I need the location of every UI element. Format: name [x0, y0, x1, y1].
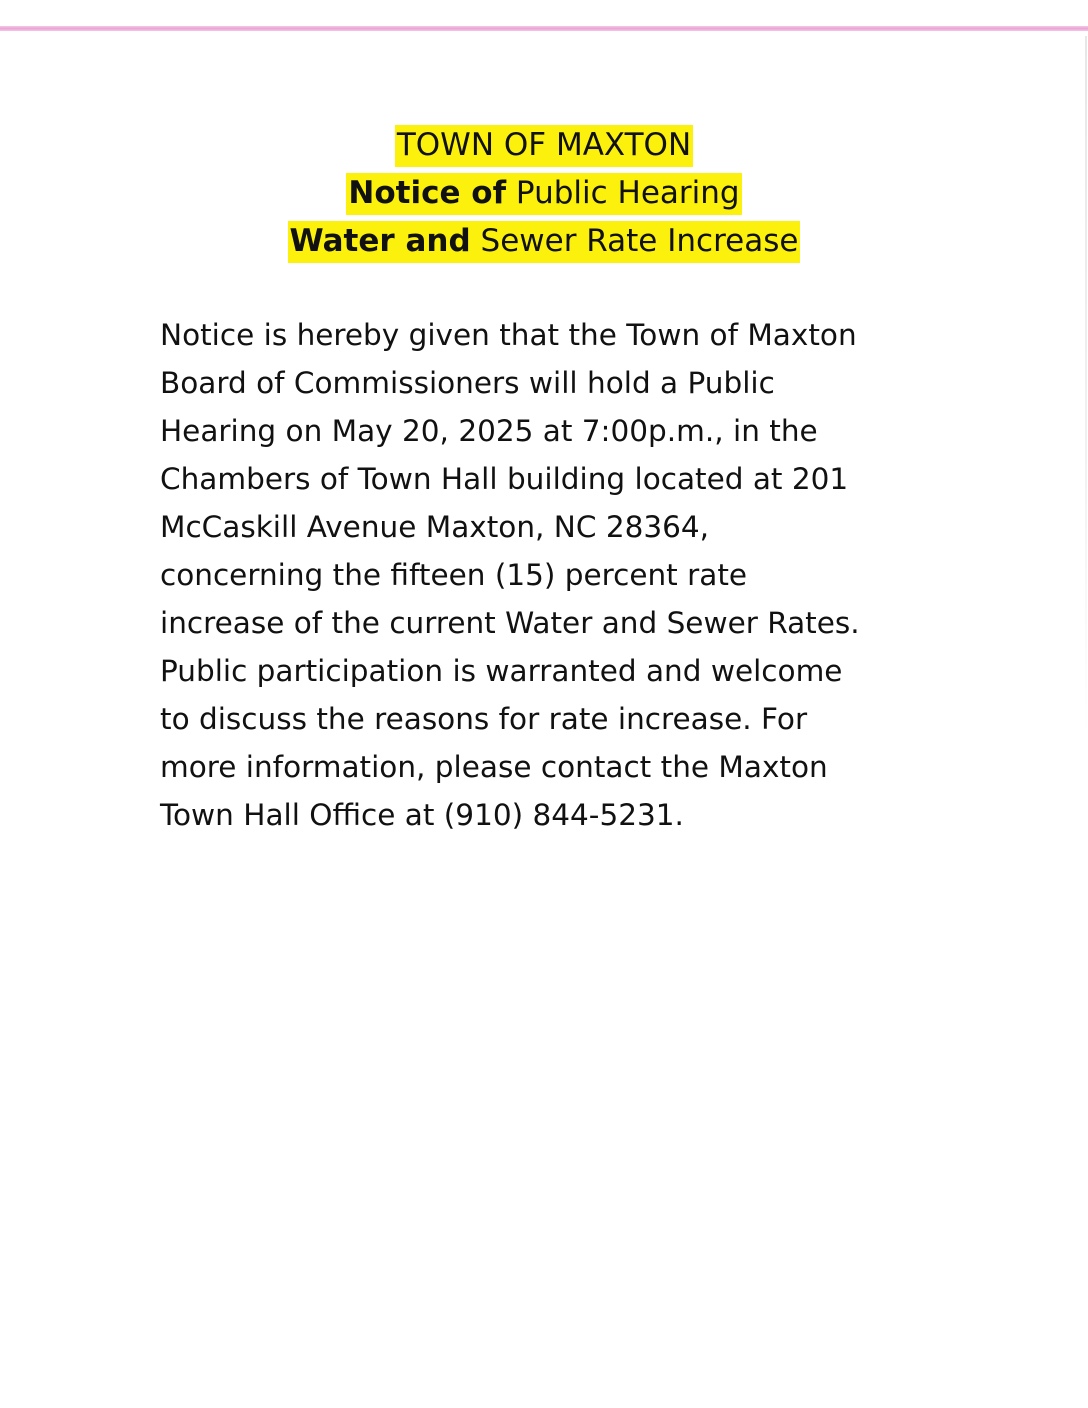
body-line: Town Hall Office at (910) 844-5231.: [160, 798, 684, 832]
body-line: Hearing on May 20, 2025 at 7:00p.m., in the: [160, 414, 818, 448]
body-line: Chambers of Town Hall building located at 201: [160, 462, 849, 496]
body-line: more information, please contact the Maxton: [160, 750, 828, 784]
heading-notice-rest: Public Hearing: [506, 175, 740, 211]
top-border-line: [0, 26, 1088, 31]
body-line: to discuss the reasons for rate increase. For: [160, 702, 808, 736]
heading-line-1: [0, 121, 1088, 169]
body-line: Public participation is warranted and welcome: [160, 654, 843, 688]
body-line: concerning the fifteen (15) percent rate: [160, 558, 748, 592]
heading-subject-rest: Sewer Rate Increase: [470, 223, 799, 259]
notice-body: [160, 311, 940, 839]
heading-subject-bold: Water and: [289, 223, 471, 259]
heading-line-2: [0, 169, 1088, 217]
heading-line-3: [0, 217, 1088, 265]
body-line: increase of the current Water and Sewer Rates.: [160, 606, 860, 640]
heading-notice-bold: Notice of: [348, 175, 507, 211]
heading-subject-highlight: [288, 221, 801, 263]
body-line: Board of Commissioners will hold a Public: [160, 366, 775, 400]
body-line: Notice is hereby given that the Town of Maxton: [160, 318, 857, 352]
body-line: McCaskill Avenue Maxton, NC 28364,: [160, 510, 710, 544]
heading-town-name: TOWN OF MAXTON: [395, 125, 693, 167]
heading-notice-highlight: [346, 173, 741, 215]
notice-heading: [0, 121, 1088, 265]
